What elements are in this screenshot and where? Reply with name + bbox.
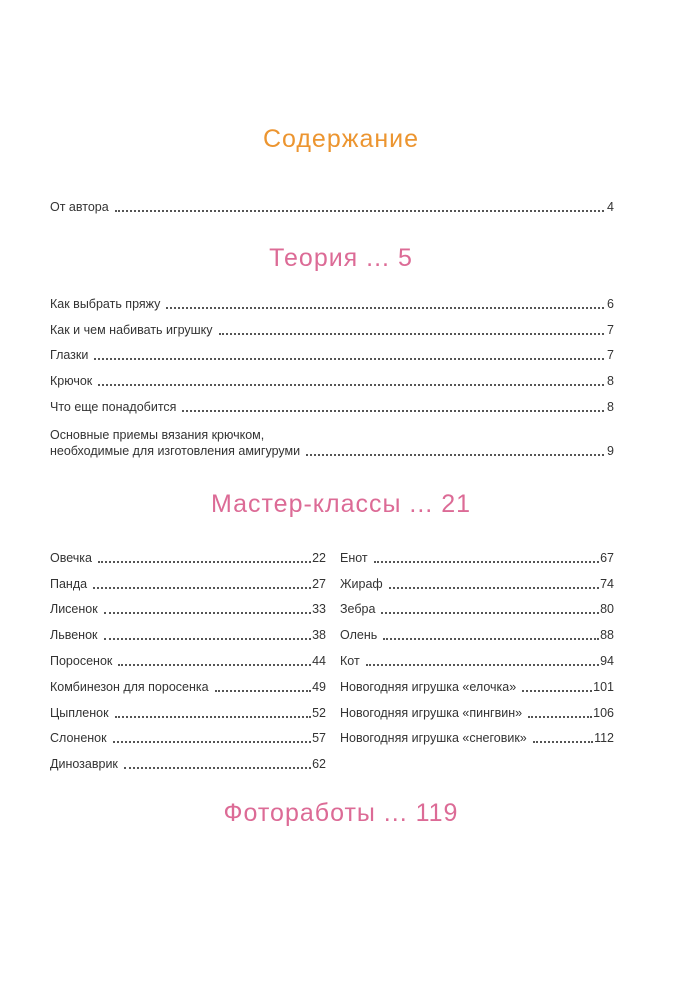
entry-page: 88 bbox=[600, 628, 614, 642]
dot-leader bbox=[166, 297, 604, 309]
entry-label: Жираф bbox=[340, 577, 383, 591]
toc-entry[interactable] bbox=[50, 601, 326, 617]
entry-page: 62 bbox=[312, 757, 326, 771]
dot-leader bbox=[374, 551, 599, 563]
entry-label: Как выбрать пряжу bbox=[50, 297, 161, 311]
entry-page: 7 bbox=[607, 323, 614, 337]
dot-leader bbox=[522, 680, 592, 692]
dot-leader bbox=[366, 654, 599, 666]
dot-leader bbox=[98, 551, 311, 563]
entry-label: Как и чем набивать игрушку bbox=[50, 323, 213, 337]
toc-entry[interactable] bbox=[50, 653, 326, 669]
entry-label: Цыпленок bbox=[50, 706, 109, 720]
dot-leader bbox=[93, 577, 311, 589]
entry-page: 9 bbox=[607, 444, 614, 458]
section-heading-theory: Теория ... 5 bbox=[269, 244, 413, 272]
toc-entry[interactable] bbox=[50, 296, 614, 312]
toc-entry-multiline[interactable] bbox=[50, 427, 614, 459]
entry-label: Новогодняя игрушка «елочка» bbox=[340, 680, 517, 694]
entry-page: 38 bbox=[312, 628, 326, 642]
entry-label-line1: Основные приемы вязания крючком, bbox=[50, 428, 265, 442]
dot-leader bbox=[182, 400, 604, 412]
dot-leader bbox=[104, 628, 312, 640]
toc-entry[interactable] bbox=[340, 576, 614, 592]
toc-entry[interactable] bbox=[340, 679, 614, 695]
entry-label: Слоненок bbox=[50, 731, 107, 745]
entry-page: 52 bbox=[312, 706, 326, 720]
entry-label: Комбинезон для поросенка bbox=[50, 680, 209, 694]
dot-leader bbox=[389, 577, 599, 589]
entry-page: 6 bbox=[607, 297, 614, 311]
dot-leader bbox=[124, 757, 311, 769]
dot-leader bbox=[118, 654, 311, 666]
entry-page: 57 bbox=[312, 731, 326, 745]
entry-label: Поросенок bbox=[50, 654, 113, 668]
entry-label: Динозаврик bbox=[50, 757, 118, 771]
toc-entry[interactable] bbox=[50, 756, 326, 772]
entry-label: Енот bbox=[340, 551, 368, 565]
toc-entry[interactable] bbox=[50, 347, 614, 363]
entry-page: 112 bbox=[594, 731, 614, 745]
toc-entry[interactable] bbox=[340, 653, 614, 669]
entry-label: Олень bbox=[340, 628, 378, 642]
entry-page: 74 bbox=[600, 577, 614, 591]
toc-entry[interactable] bbox=[340, 601, 614, 617]
toc-entry[interactable] bbox=[50, 705, 326, 721]
toc-entry[interactable] bbox=[340, 550, 614, 566]
toc-entry[interactable] bbox=[50, 576, 326, 592]
toc-entry[interactable] bbox=[50, 373, 614, 389]
dot-leader bbox=[115, 706, 312, 718]
toc-entry-author[interactable] bbox=[50, 199, 614, 215]
entry-label: Зебра bbox=[340, 602, 376, 616]
entry-label: Лисенок bbox=[50, 602, 98, 616]
dot-leader bbox=[533, 731, 593, 743]
entry-page: 33 bbox=[312, 602, 326, 616]
entry-label-line2: необходимые для изготовления амигуруми bbox=[50, 444, 301, 458]
dot-leader bbox=[215, 680, 312, 692]
entry-page: 106 bbox=[593, 706, 614, 720]
entry-label: Глазки bbox=[50, 348, 89, 362]
dot-leader bbox=[219, 323, 605, 335]
dot-leader bbox=[94, 348, 604, 360]
entry-page: 67 bbox=[600, 551, 614, 565]
toc-entry[interactable] bbox=[50, 322, 614, 338]
dot-leader bbox=[381, 602, 599, 614]
toc-entry[interactable] bbox=[340, 705, 614, 721]
dot-leader bbox=[104, 602, 311, 614]
toc-entry[interactable] bbox=[340, 627, 614, 643]
entry-label: Крючок bbox=[50, 374, 93, 388]
entry-page: 8 bbox=[607, 374, 614, 388]
section-heading-photos: Фотоработы ... 119 bbox=[223, 799, 459, 827]
entry-label: Новогодняя игрушка «пингвин» bbox=[340, 706, 523, 720]
entry-label: Новогодняя игрушка «снеговик» bbox=[340, 731, 527, 745]
entry-page: 7 bbox=[607, 348, 614, 362]
dot-leader bbox=[528, 706, 592, 718]
toc-title: Содержание bbox=[262, 125, 420, 153]
entry-label: Панда bbox=[50, 577, 88, 591]
entry-label: От автора bbox=[50, 200, 109, 214]
dot-leader bbox=[115, 200, 604, 212]
toc-entry[interactable] bbox=[50, 730, 326, 746]
entry-page: 80 bbox=[600, 602, 614, 616]
entry-page: 27 bbox=[312, 577, 326, 591]
dot-leader bbox=[306, 444, 604, 456]
dot-leader bbox=[383, 628, 599, 640]
toc-entry[interactable] bbox=[340, 730, 614, 746]
entry-label: Овечка bbox=[50, 551, 92, 565]
entry-label bbox=[50, 427, 300, 459]
toc-entry[interactable] bbox=[50, 399, 614, 415]
entry-page: 22 bbox=[312, 551, 326, 565]
entry-page: 4 bbox=[607, 200, 614, 214]
dot-leader bbox=[98, 374, 604, 386]
entry-label: Кот bbox=[340, 654, 360, 668]
entry-page: 49 bbox=[312, 680, 326, 694]
section-heading-masterclasses: Мастер-классы ... 21 bbox=[210, 490, 472, 518]
toc-entry[interactable] bbox=[50, 627, 326, 643]
entry-page: 8 bbox=[607, 400, 614, 414]
entry-label: Что еще понадобится bbox=[50, 400, 177, 414]
entry-page: 101 bbox=[593, 680, 614, 694]
toc-entry[interactable] bbox=[50, 679, 326, 695]
entry-page: 44 bbox=[312, 654, 326, 668]
toc-entry[interactable] bbox=[50, 550, 326, 566]
entry-label: Львенок bbox=[50, 628, 98, 642]
entry-page: 94 bbox=[600, 654, 614, 668]
dot-leader bbox=[113, 731, 312, 743]
